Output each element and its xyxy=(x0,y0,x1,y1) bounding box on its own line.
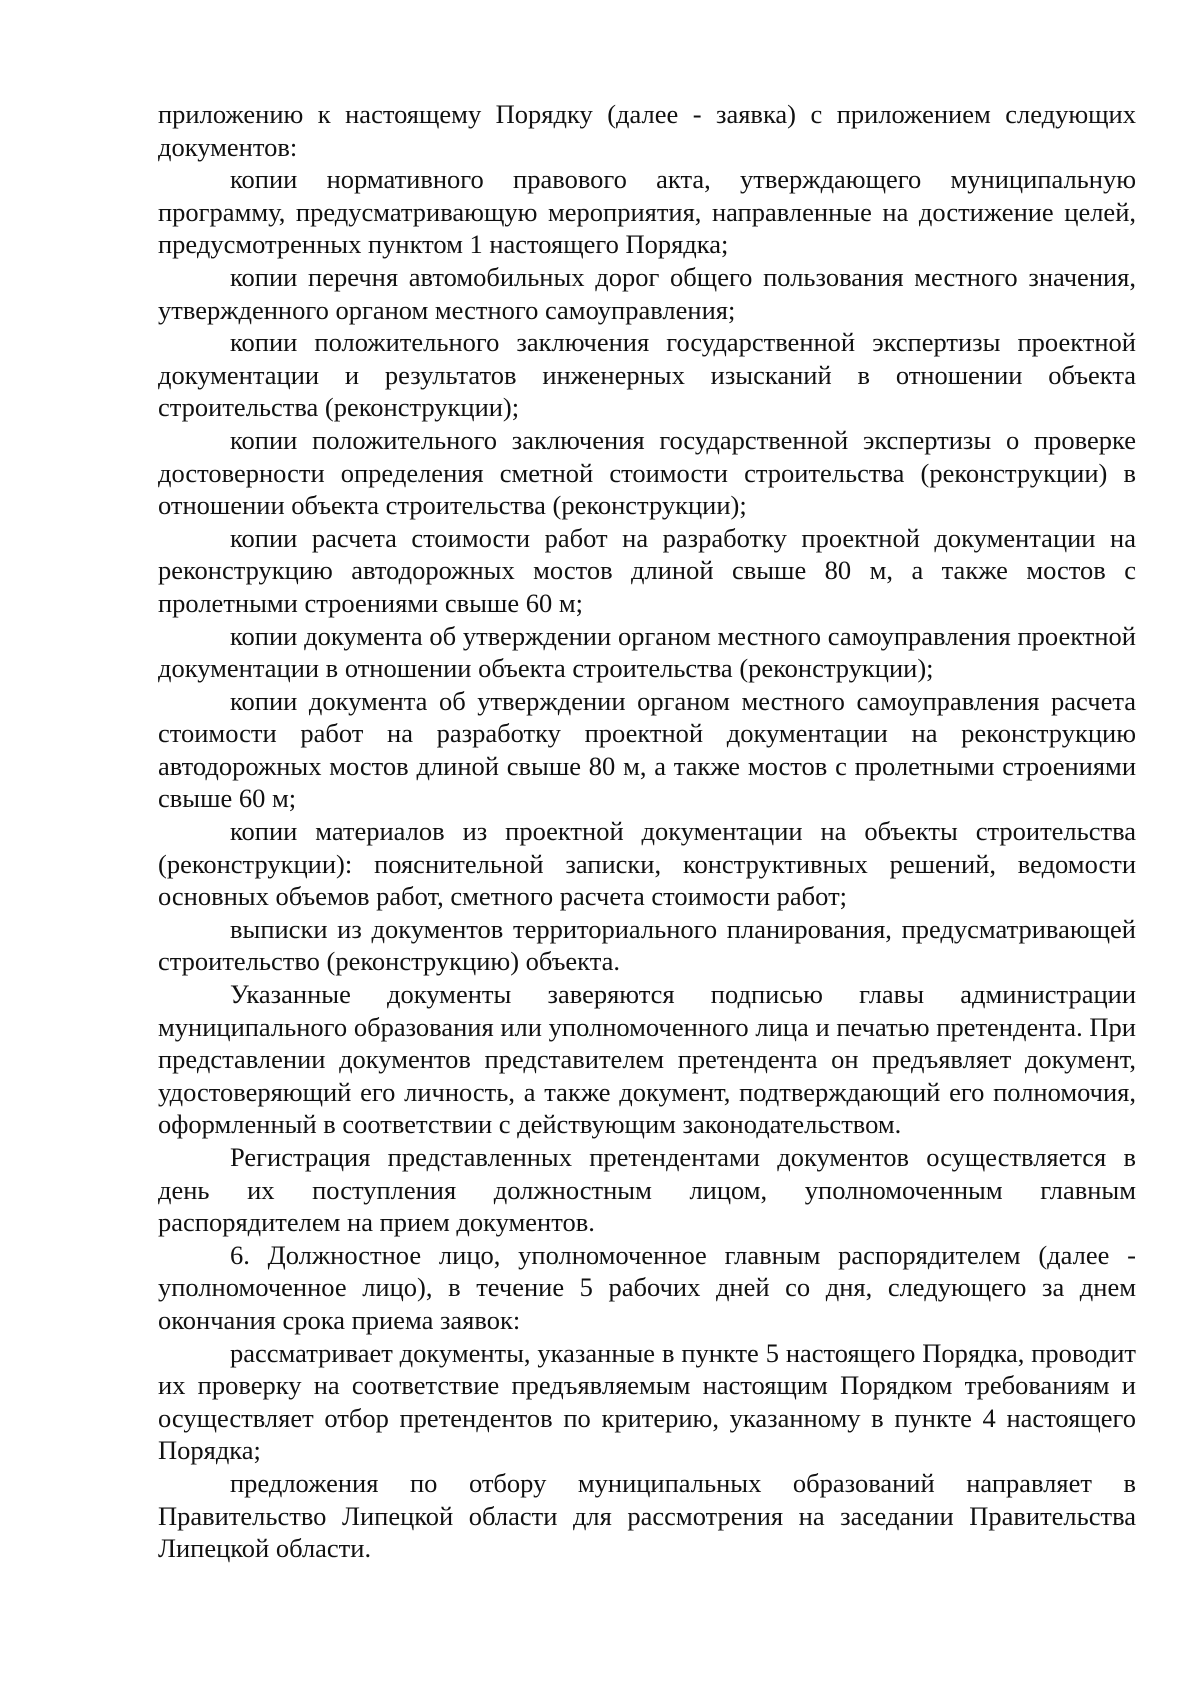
paragraph-9: копии материалов из проектной документации на объекты строительства (реконструкции): пояснительной записки, конструктивных решений, ведомости основных объемов работ, сметного расчета стоимости работ; xyxy=(158,816,1136,912)
paragraph-13: 6. Должностное лицо, уполномоченное главным распорядителем (далее - уполномоченное лицо), в течение 5 рабочих дней со дня, следующего за днем окончания срока приема заявок: xyxy=(158,1239,1136,1335)
paragraph-12: Регистрация представленных претендентами документов осуществляется в день их поступления должностным лицом, уполномоченным главным распорядителем на прием документов. xyxy=(158,1142,1136,1238)
paragraph-1: приложению к настоящему Порядку (далее - заявка) с приложением следующих документов: xyxy=(158,99,1136,162)
paragraph-5: копии положительного заключения государственной экспертизы о проверке достоверности определения сметной стоимости строительства (реконструкции) в отношении объекта строительства (реконструкции); xyxy=(158,424,1136,521)
paragraph-4: копии положительного заключения государственной экспертизы проектной документации и результатов инженерных изысканий в отношении объекта строительства (реконструкции); xyxy=(158,327,1136,423)
paragraph-15: предложения по отбору муниципальных образований направляет в Правительство Липецкой области для рассмотрения на заседании Правительства Липецкой области. xyxy=(158,1467,1136,1564)
paragraph-2: копии нормативного правового акта, утверждающего муниципальную программу, предусматривающую мероприятия, направленные на достижение целей, предусмотренных пунктом 1 настоящего Порядка; xyxy=(158,164,1136,260)
paragraph-8: копии документа об утверждении органом местного самоуправления расчета стоимости работ на разработку проектной документации на реконструкцию автодорожных мостов длиной свыше 80 м, а также мостов с пролетными строениями свыше 60 м; xyxy=(158,685,1136,814)
document-page xyxy=(158,98,1136,1565)
paragraph-11: Указанные документы заверяются подписью главы администрации муниципального образования или уполномоченного лица и печатью претендента. При представлении документов представителем претендента он предъявляет документ, удостоверяющий его личность, а также документ, подтверждающий его полномочия, оформленный в соответствии с действующим законодательством. xyxy=(158,979,1136,1140)
paragraph-14: рассматривает документы, указанные в пункте 5 настоящего Порядка, проводит их проверку на соответствие предъявляемым настоящим Порядком требованиям и осуществляет отбор претендентов по критерию, указанному в пункте 4 настоящего Порядка; xyxy=(158,1337,1136,1466)
paragraph-6: копии расчета стоимости работ на разработку проектной документации на реконструкцию автодорожных мостов длиной свыше 80 м, а также мостов с пролетными строениями свыше 60 м; xyxy=(158,522,1136,618)
paragraph-3: копии перечня автомобильных дорог общего пользования местного значения, утвержденного органом местного самоуправления; xyxy=(158,261,1136,325)
paragraph-7: копии документа об утверждении органом местного самоуправления проектной документации в отношении объекта строительства (реконструкции); xyxy=(158,620,1136,684)
paragraph-10: выписки из документов территориального планирования, предусматривающей строительство (реконструкцию) объекта. xyxy=(158,913,1136,977)
